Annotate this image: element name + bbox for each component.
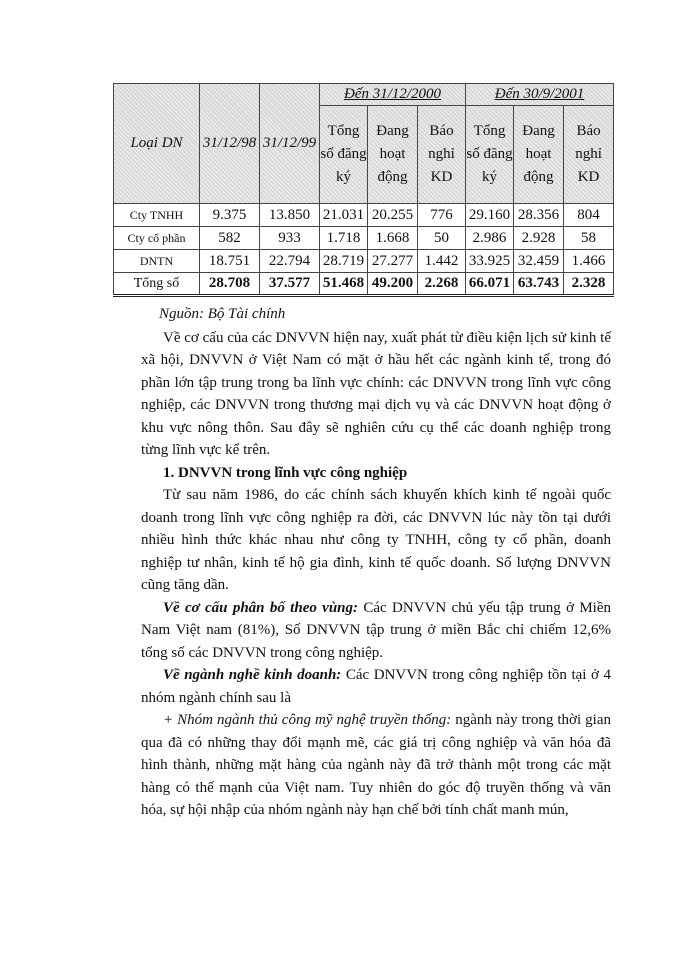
section-heading: 1. DNVVN trong lĩnh vực công nghiệp xyxy=(163,464,408,481)
body-text xyxy=(141,303,611,822)
table-cell: 2.928 xyxy=(514,227,564,250)
header-1999: 31/12/99 xyxy=(260,84,320,204)
header-period-2001: Đến 30/9/2001 xyxy=(466,84,614,106)
paragraph-structure: Về cơ cấu của các DNVVN hiện nay, xuất phát từ điều kiện lịch sử kinh tế xã hội, DNVVN ở Việt Nam có mặt ở hầu hết các ngành kinh tế, trong đó phần lớn tập trung trong ba lĩnh vực chính: các DNVVN trong lĩnh vực công nghiệp, các DNVVN trong thương mại dịch vụ và các DNVVN hoạt động ở khu vực nông thôn. Sau đây sẽ nghiên cứu cụ thể các doanh nghiệp trong từng lĩnh vực kể trên. xyxy=(141,329,611,458)
subheader-registered-2001: Tổng số đăng ký xyxy=(466,106,514,204)
table-cell: 50 xyxy=(418,227,466,250)
table-cell: 28.356 xyxy=(514,204,564,227)
header-enterprise-type: Loại DN xyxy=(114,84,200,204)
table-cell: 1.466 xyxy=(564,250,614,273)
table-cell: 27.277 xyxy=(368,250,418,273)
subheader-suspended-2000: Báo nghỉ KD xyxy=(418,106,466,204)
table-cell-total: 2.328 xyxy=(564,273,614,296)
enterprise-statistics-table xyxy=(113,83,614,297)
table-cell: 9.375 xyxy=(200,204,260,227)
subheader-suspended-2001: Báo nghỉ KD xyxy=(564,106,614,204)
table-row xyxy=(114,250,614,273)
table-cell: 22.794 xyxy=(260,250,320,273)
table-row xyxy=(114,204,614,227)
row-label-total: Tổng số xyxy=(114,273,200,296)
table-cell: 1.668 xyxy=(368,227,418,250)
table-cell: 1.718 xyxy=(320,227,368,250)
regional-text: Các DNVVN chủ yếu tập trung ở Miền Nam Việt nam (81%), Số DNVVN tập trung ở miền Bắc chỉ chiếm 12,6% tổng số các DNVVN trong công nghiệp. xyxy=(141,599,611,661)
header-period-2000: Đến 31/12/2000 xyxy=(320,84,466,106)
row-label: Cty cổ phần xyxy=(114,227,200,250)
row-label: Cty TNHH xyxy=(114,204,200,227)
handicraft-lead: + Nhóm ngành thủ công mỹ nghệ truyền thống: xyxy=(163,712,452,728)
handicraft-text: ngành này trong thời gian qua đã có những thay đổi mạnh mẽ, các giá trị công nghiệp và văn hóa đã hình thành, những mặt hàng của ngành này đã trở thành một trong các mặt hàng có thế mạnh của Việt nam. Tuy nhiên do góc độ truyền thống và văn hóa, sự hội nhập của nhóm ngành này hạn chế bởi tính chất manh mún, xyxy=(141,712,611,818)
paragraph-business-lines xyxy=(141,664,611,709)
subheader-active-2001: Đang hoạt động xyxy=(514,106,564,204)
table-cell: 58 xyxy=(564,227,614,250)
table-cell-total: 28.708 xyxy=(200,273,260,296)
subheader-registered-2000: Tổng số đăng ký xyxy=(320,106,368,204)
table-cell: 804 xyxy=(564,204,614,227)
table-cell-total: 63.743 xyxy=(514,273,564,296)
table-cell-total: 51.468 xyxy=(320,273,368,296)
table-cell: 29.160 xyxy=(466,204,514,227)
row-label: DNTN xyxy=(114,250,200,273)
table-cell-total: 37.577 xyxy=(260,273,320,296)
paragraph-regional xyxy=(141,597,611,665)
table-cell-total: 2.268 xyxy=(418,273,466,296)
source-note: Nguồn: Bộ Tài chính xyxy=(159,306,286,322)
business-lines-text: Các DNVVN trong công nghiệp tồn tại ở 4 nhóm ngành chính sau là xyxy=(141,667,611,706)
table-cell: 28.719 xyxy=(320,250,368,273)
table-total-row xyxy=(114,273,614,296)
business-lines-lead: Về ngành nghề kinh doanh: xyxy=(163,667,342,683)
header-1998: 31/12/98 xyxy=(200,84,260,204)
table-cell: 582 xyxy=(200,227,260,250)
table-cell: 1.442 xyxy=(418,250,466,273)
table-cell: 21.031 xyxy=(320,204,368,227)
table-cell: 933 xyxy=(260,227,320,250)
table-header-row xyxy=(114,84,614,106)
table-cell-total: 49.200 xyxy=(368,273,418,296)
regional-lead: Về cơ cấu phân bố theo vùng: xyxy=(163,599,359,616)
table-cell-total: 66.071 xyxy=(466,273,514,296)
subheader-active-2000: Đang hoạt động xyxy=(368,106,418,204)
table-cell: 13.850 xyxy=(260,204,320,227)
table-row xyxy=(114,227,614,250)
table-cell: 33.925 xyxy=(466,250,514,273)
paragraph-history: Từ sau năm 1986, do các chính sách khuyến khích kinh tế ngoài quốc doanh trong lĩnh vực công nghiệp ra đời, các DNVVN lúc này tồn tại dưới nhiều hình thức khác nhau như công ty TNHH, công ty cổ phần, doanh nghiệp tư nhân, kinh tế hộ gia đình, kinh tế quốc doanh. Số lượng DNVVN cũng tăng dần. xyxy=(141,487,611,593)
paragraph-handicraft xyxy=(141,709,611,822)
table-cell: 2.986 xyxy=(466,227,514,250)
table-cell: 20.255 xyxy=(368,204,418,227)
table-cell: 18.751 xyxy=(200,250,260,273)
table-cell: 776 xyxy=(418,204,466,227)
table-cell: 32.459 xyxy=(514,250,564,273)
